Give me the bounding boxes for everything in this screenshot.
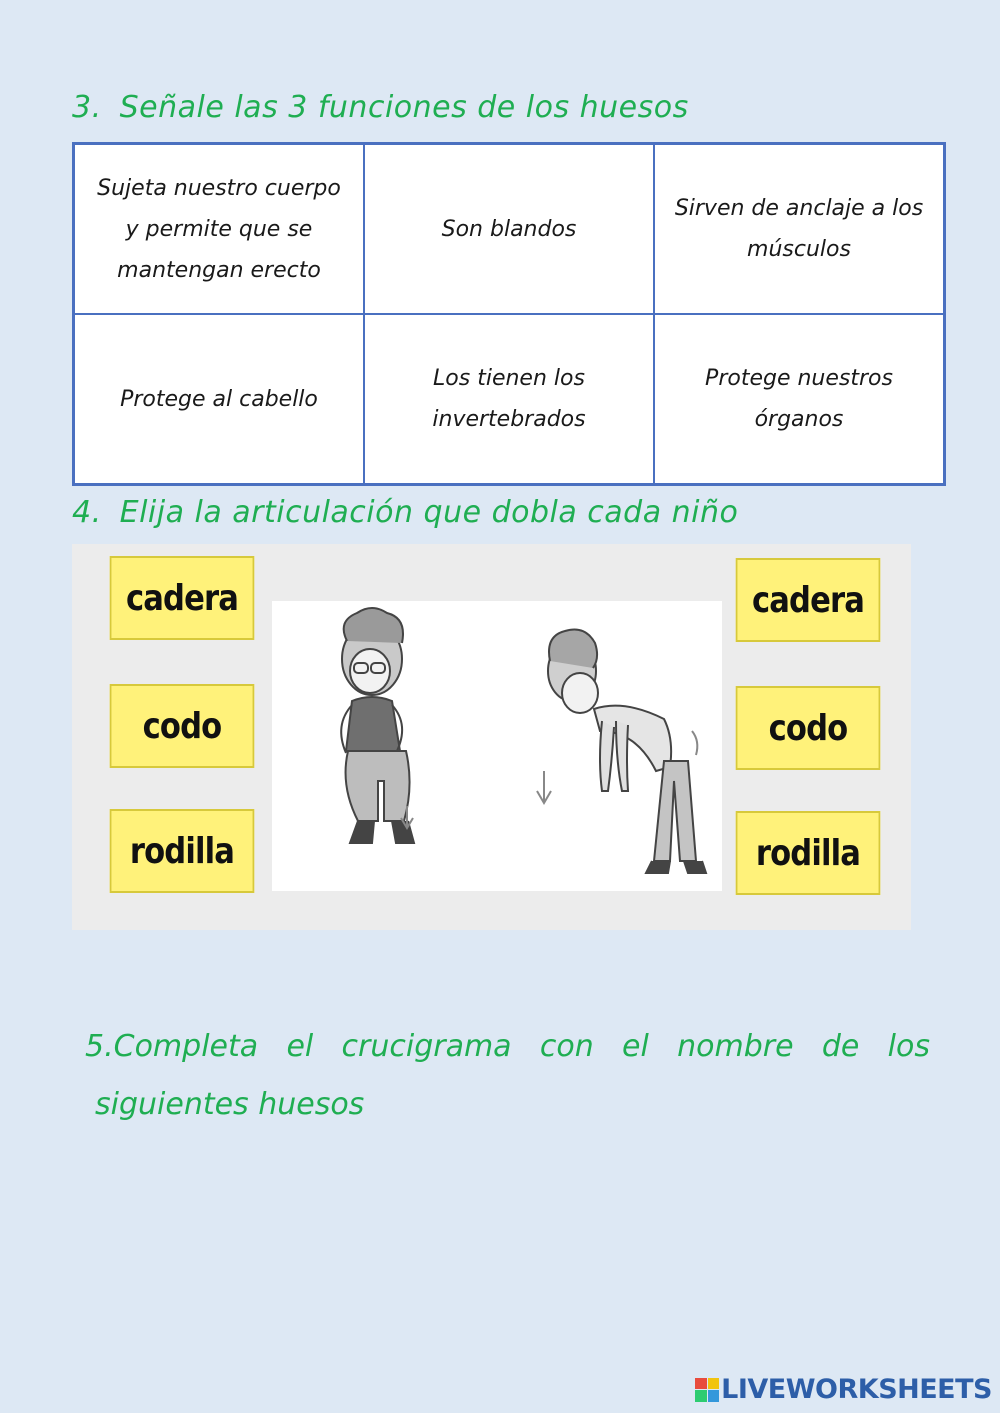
q5-word-1: Completa bbox=[113, 1029, 259, 1064]
q5-number: 5. bbox=[85, 1029, 114, 1064]
left-option-rodilla[interactable]: rodilla bbox=[110, 809, 255, 893]
option-cell[interactable]: Sirven de anclaje a los músculos bbox=[654, 144, 944, 314]
left-option-codo[interactable]: codo bbox=[110, 684, 255, 768]
q3-title: Señale las 3 funciones de los huesos bbox=[119, 90, 689, 125]
q5-line1 bbox=[85, 1018, 930, 1076]
q4-number: 4. bbox=[72, 495, 102, 530]
joint-activity bbox=[72, 544, 911, 930]
option-cell[interactable]: Los tienen los invertebrados bbox=[364, 314, 654, 484]
q5-word bbox=[85, 1018, 258, 1076]
q4-title: Elija la articulación que dobla cada niño bbox=[119, 495, 739, 530]
q3-number: 3. bbox=[72, 90, 102, 125]
option-cell[interactable]: Sujeta nuestro cuerpo y permite que se mantengan erecto bbox=[74, 144, 364, 314]
q5-word-7: de bbox=[821, 1029, 860, 1064]
right-option-cadera[interactable]: cadera bbox=[736, 558, 881, 642]
q5-word-5: el bbox=[622, 1029, 649, 1064]
brand-name: LIVEWORKSHEETS bbox=[721, 1374, 992, 1405]
q5-line2: siguientes huesos bbox=[95, 1087, 365, 1122]
right-option-codo[interactable]: codo bbox=[736, 686, 881, 770]
q3-heading bbox=[72, 90, 689, 125]
option-cell[interactable]: Son blandos bbox=[364, 144, 654, 314]
q4-heading bbox=[72, 495, 738, 530]
liveworksheets-logo bbox=[695, 1374, 992, 1405]
q5-word-3: crucigrama bbox=[341, 1029, 512, 1064]
q5-heading bbox=[85, 1018, 930, 1134]
left-option-cadera[interactable]: cadera bbox=[110, 556, 255, 640]
option-cell[interactable]: Protege al cabello bbox=[74, 314, 364, 484]
q5-word-6: nombre bbox=[677, 1029, 794, 1064]
girl-bending-knees-illustration bbox=[272, 601, 722, 891]
q5-word-8: los bbox=[887, 1029, 930, 1064]
children-illustration bbox=[272, 601, 722, 891]
functions-table bbox=[72, 142, 946, 486]
right-option-rodilla[interactable]: rodilla bbox=[736, 811, 881, 895]
q5-word-2: el bbox=[286, 1029, 314, 1064]
q5-word-4: con bbox=[539, 1029, 594, 1064]
liveworksheets-logo-icon bbox=[695, 1378, 719, 1402]
option-cell[interactable]: Protege nuestros órganos bbox=[654, 314, 944, 484]
